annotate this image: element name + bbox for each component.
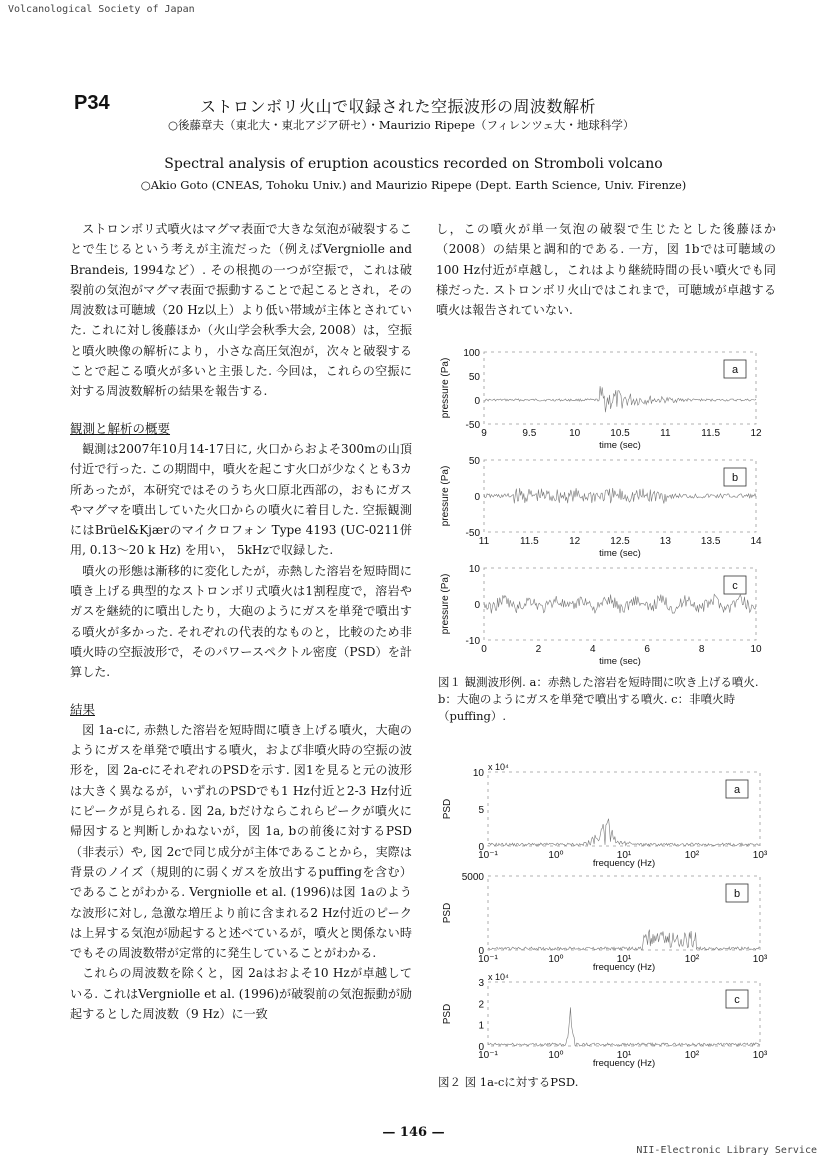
psd-ytick-label: 10: [472, 768, 484, 779]
psd-axes-frame-b: [488, 876, 760, 950]
ytick-label: 100: [463, 348, 480, 359]
psd-xtick-label: 10⁰: [548, 850, 564, 861]
ytick-label: 0: [474, 396, 480, 407]
psd-xtick-label: 10²: [684, 954, 700, 965]
psd-axes-frame-c: [488, 982, 760, 1046]
xtick-label: 13.5: [700, 536, 721, 547]
panel-label-c: c: [732, 580, 738, 592]
panel-label-a: a: [731, 364, 739, 376]
xtick-label: 0: [481, 644, 487, 655]
ytick-label: -10: [465, 636, 480, 647]
psd-multiplier-c: x 10⁴: [488, 972, 509, 982]
psd-ytick-label: 5000: [461, 872, 484, 883]
ytick-label: 10: [468, 564, 480, 575]
psd-panel-label-b: b: [733, 888, 741, 900]
ytick-label: 0: [474, 492, 480, 503]
section-heading-methods: 観測と解析の概要: [70, 420, 171, 436]
xtick-label: 11: [478, 536, 490, 547]
figure-1-waveforms: [436, 340, 776, 672]
xtick-label: 13: [659, 536, 671, 547]
psd-multiplier-a: x 10⁴: [488, 762, 509, 772]
panel-label-b: b: [731, 472, 739, 484]
xtick-label: 10: [750, 644, 762, 655]
psd-ytick-label: 5: [478, 805, 484, 816]
xtick-label: 11.5: [701, 428, 721, 439]
y-axis-label: pressure (Pa): [440, 357, 451, 419]
psd-xtick-label: 10⁻¹: [478, 850, 498, 861]
psd-x-axis-label: frequency (Hz): [592, 858, 656, 869]
xtick-label: 11.5: [519, 536, 539, 547]
page-number: — 146 —: [382, 1125, 445, 1140]
axes-frame-a: [484, 352, 756, 424]
psd-xtick-label: 10²: [684, 850, 700, 861]
xtick-label: 6: [644, 644, 650, 655]
xtick-label: 12: [569, 536, 581, 547]
figure-2-psd: [436, 760, 776, 1072]
psd-ytick-label: 0: [478, 1042, 484, 1053]
x-axis-label: time (sec): [599, 440, 641, 451]
xtick-label: 10: [569, 428, 581, 439]
ytick-label: -50: [465, 420, 480, 431]
ytick-label: 50: [468, 372, 480, 383]
xtick-label: 2: [535, 644, 542, 655]
intro-paragraph: ストロンボリ式噴火はマグマ表面で大きな気泡が破裂することで生じるという考えが主流だった（例えばVergniolle and Brandeis, 1994など）. その根拠の一つが空振で，これは破裂前の気泡がマグマ表面で振動することで起こるとされ，その周波数は可聴域（20 Hz以上）より低い帯域が主体とされていた. これに対し後藤ほか（火山学会秋季大会, 2008）は，空振と噴火映像の解析により，小さな高圧気泡が，次々と破裂することで起こる噴火が多いと主張した. 今回は，これらの空振に対する周波数解析の結果を報告する.: [70, 222, 412, 399]
ytick-label: 50: [468, 456, 480, 467]
xtick-label: 14: [750, 536, 762, 547]
society-header: Volcanological Society of Japan: [8, 4, 195, 15]
psd-trace-c: [488, 1007, 760, 1046]
y-axis-label: pressure (Pa): [440, 465, 451, 527]
xtick-label: 12.5: [610, 536, 630, 547]
methods-paragraph-1: 観測は2007年10月14-17日に, 火口からおよそ300mの山頂付近で行った. この期間中，噴火を起こす火口が少なくとも3カ所あったが，本研究ではそのうち火口原北西部の，おもにガスやマグマを噴出していた火口からの噴火に着目した. 空振観測にはBrüel&Kjærのマイクロフォン Type 4193 (UC-0211併用, 0.13～20 k Hz) を用い， 5kHzで収録した.: [70, 441, 412, 558]
authors-english: ○Akio Goto (CNEAS, Tohoku Univ.) and Maurizio Ripepe (Dept. Earth Science, Univ. Firenze): [140, 178, 687, 192]
y-axis-label: pressure (Pa): [440, 573, 451, 635]
left-column: [70, 219, 412, 1024]
psd-xtick-label: 10¹: [616, 954, 632, 965]
psd-xtick-label: 10³: [752, 1050, 768, 1061]
psd-xtick-label: 10¹: [616, 1050, 632, 1061]
waveform-b: [484, 488, 756, 504]
waveform-a: [484, 386, 756, 412]
paper-code: P34: [74, 92, 110, 114]
psd-axes-frame-a: [488, 772, 760, 846]
title-english: Spectral analysis of eruption acoustics recorded on Stromboli volcano: [164, 156, 663, 172]
psd-ytick-label: 2: [478, 999, 484, 1011]
psd-panel-label-c: c: [734, 994, 740, 1006]
xtick-label: 10.5: [610, 428, 630, 439]
results-paragraph-2-start: これらの周波数を除くと，図 2aはおよそ10 Hzが卓越している. これはVergniolle et al. (1996)が破裂前の気泡振動が励起するとした周波数（9 Hz）に一致: [70, 966, 413, 1021]
right-column: [436, 219, 776, 320]
figure-2-caption: 図２ 図 1a-cに対するPSD.: [438, 1075, 579, 1089]
title-japanese: ストロンボリ火山で収録された空振波形の周波数解析: [200, 97, 597, 116]
library-footer: NII-Electronic Library Service: [636, 1145, 817, 1156]
xtick-label: 11: [660, 428, 671, 439]
methods-paragraph-2: 噴火の形態は漸移的に変化したが，赤熱した溶岩を短時間に噴き上げる典型的なストロンボリ式噴火は1割程度で，溶岩やガスを継続的に噴出したり，大砲のようにガスを単発で噴出する噴火が多かった. それぞれの代表的なものと，比較のため非噴火時の空振波形で，そのパワースペクトル密度（PSD）を計算した.: [70, 563, 412, 680]
ytick-label: 0: [474, 600, 480, 611]
psd-xtick-label: 10⁻¹: [478, 1050, 498, 1061]
psd-y-axis-label: PSD: [442, 798, 453, 820]
results-paragraph-2-cont: し，この噴火が単一気泡の破裂で生じたとした後藤ほか（2008）の結果と調和的である. 一方，図 1bでは可聴域の100 Hz付近が卓越し，これはより継続時間の長い噴火でも同様だった. ストロンボリ火山ではこれまで，可聴域が卓越する噴火は報告されていない.: [436, 222, 776, 318]
psd-trace-b: [488, 930, 760, 950]
xtick-label: 9.5: [522, 428, 537, 439]
psd-x-axis-label: frequency (Hz): [592, 962, 656, 973]
psd-xtick-label: 10³: [752, 954, 768, 965]
psd-ytick-label: 0: [478, 842, 484, 853]
authors-japanese: ○後藤章夫（東北大・東北アジア研セ）・Maurizio Ripepe（フィレンツェ大・地球科学）: [168, 118, 635, 132]
psd-ytick-label: 3: [478, 978, 484, 989]
xtick-label: 8: [698, 644, 705, 655]
psd-x-axis-label: frequency (Hz): [592, 1058, 656, 1069]
ytick-label: -50: [465, 528, 480, 539]
x-axis-label: time (sec): [599, 548, 641, 559]
xtick-label: 4: [590, 644, 596, 655]
psd-xtick-label: 10⁰: [548, 1050, 564, 1061]
psd-panel-label-a: a: [733, 784, 741, 796]
psd-ytick-label: 0: [478, 946, 484, 957]
figure-1-caption: 図１ 観測波形例. a：赤熱した溶岩を短時間に吹き上げる噴火. b：大砲のようにガスを単発で噴出する噴火. c：非噴火時（puffing）.: [438, 675, 759, 723]
psd-ytick-label: 1: [478, 1020, 484, 1032]
psd-xtick-label: 10⁻¹: [478, 954, 498, 965]
results-paragraph-1: 図 1a-cに, 赤熱した溶岩を短時間に噴き上げる噴火，大砲のようにガスを単発で噴出する噴火，および非噴火時の空振の波形を，図 2a-cにそれぞれのPSDを示す. 図1を見ると元の波形は大きく異なるが，いずれのPSDでも1 Hz付近と2-3 Hz付近にピークが見られる. 図 2a, bだけならこれらピークが噴火に帰因すると判断しかねないが，図 1a, bの前後に対するPSD（非表示）や, 図 2cで同じ成分が主体であることから，実際は背景のノイズ（規則的に弱くガスを放出するpuffingを含む）であることがわかる. Vergniolle et al. (1996)は図 1aのような波形に対し, 急激な増圧より前に含まれる2 Hz付近のピークは上昇する気泡が励起すると述べているが，噴火と関係ない時でもその周波数帯が定常的に発生していることがわかる.: [70, 722, 412, 961]
psd-y-axis-label: PSD: [442, 902, 453, 924]
psd-xtick-label: 10²: [684, 1050, 700, 1061]
xtick-label: 9: [481, 428, 487, 439]
x-axis-label: time (sec): [599, 656, 641, 667]
psd-xtick-label: 10⁰: [548, 954, 564, 965]
psd-y-axis-label: PSD: [442, 1003, 453, 1025]
psd-trace-a: [488, 819, 760, 846]
xtick-label: 12: [750, 428, 762, 439]
waveform-c: [484, 594, 756, 613]
psd-xtick-label: 10³: [752, 850, 768, 861]
section-heading-results: 結果: [70, 701, 96, 717]
psd-xtick-label: 10¹: [616, 850, 632, 861]
